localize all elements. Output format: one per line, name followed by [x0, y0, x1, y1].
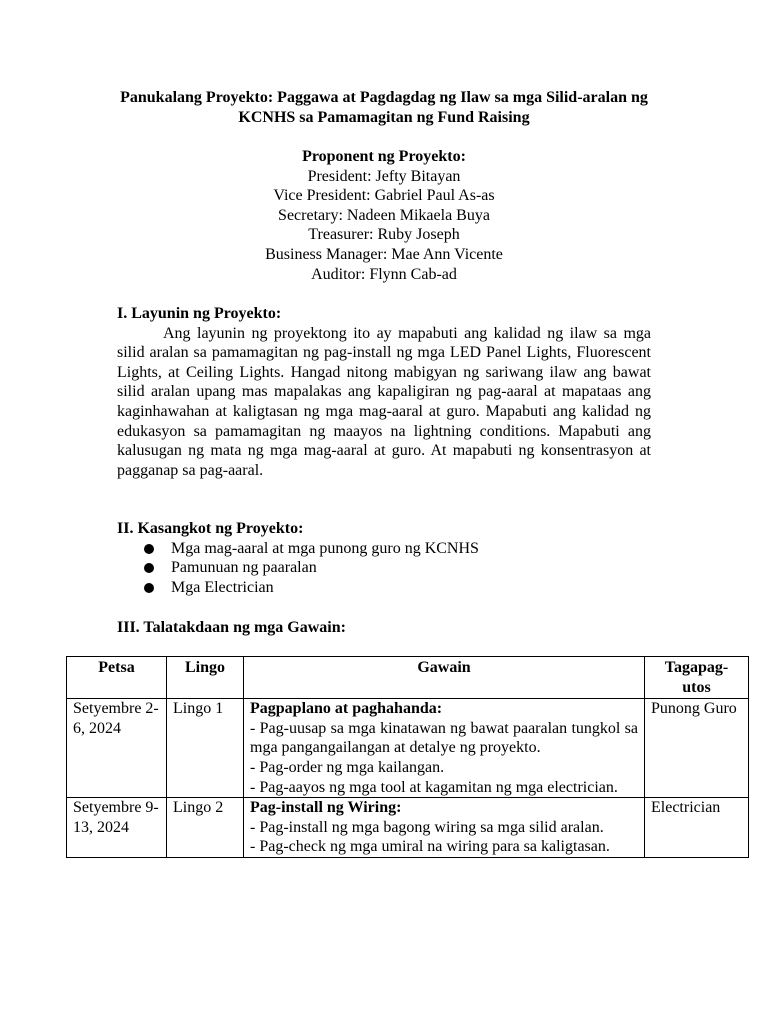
table-row: [67, 699, 749, 798]
column-header-lingo: Lingo: [167, 657, 244, 699]
list-item-text: Mga Electrician: [171, 578, 274, 596]
section-heading: II. Kasangkot ng Proyekto:: [117, 520, 304, 537]
proponent-member: Business Manager: Mae Ann Vicente: [265, 245, 503, 263]
gawain-line: - Pag-check ng mga umiral na wiring para sa kaligtasan.: [250, 838, 610, 856]
section-participants: [117, 519, 651, 597]
proponent-block: [110, 147, 658, 284]
gawain-line: - Pag-aayos ng mga tool at kagamitan ng mga electrician.: [250, 778, 618, 796]
cell-tagapag-utos: Electrician: [645, 798, 749, 858]
proponent-member: Treasurer: Ruby Joseph: [308, 226, 460, 244]
bullet-icon: [144, 583, 154, 593]
bullet-icon: [144, 563, 154, 573]
column-header-tagapag-utos: Tagapag-utos: [645, 657, 749, 699]
table-row: [67, 798, 749, 858]
cell-lingo: Lingo 1: [167, 699, 244, 798]
proponent-member: Auditor: Flynn Cab-ad: [311, 265, 457, 283]
cell-petsa: Setyembre 2-6, 2024: [67, 699, 167, 798]
section-heading: I. Layunin ng Proyekto:: [117, 305, 282, 322]
cell-petsa: Setyembre 9-13, 2024: [67, 798, 167, 858]
gawain-title: Pag-install ng Wiring:: [250, 799, 402, 817]
list-item: [117, 578, 651, 598]
gawain-title: Pagpaplano at paghahanda:: [250, 700, 443, 718]
proponent-member: President: Jefty Bitayan: [307, 167, 461, 185]
cell-gawain: [244, 798, 645, 858]
list-item-text: Pamunuan ng paaralan: [171, 559, 317, 577]
list-item: [117, 539, 651, 559]
list-item-text: Mga mag-aaral at mga punong guro ng KCNHS: [171, 539, 479, 557]
schedule-table: [66, 656, 749, 858]
cell-gawain: [244, 699, 645, 798]
proponent-member: Secretary: Nadeen Mikaela Buya: [278, 206, 490, 224]
column-header-gawain: Gawain: [244, 657, 645, 699]
document-title: Panukalang Proyekto: Paggawa at Pagdagdag ng Ilaw sa mga Silid-aralan ng KCNHS sa Pamamagitan ng Fund Raising: [120, 89, 648, 126]
proponent-heading: Proponent ng Proyekto:: [302, 148, 466, 165]
column-header-petsa: Petsa: [67, 657, 167, 699]
cell-tagapag-utos: Punong Guro: [645, 699, 749, 798]
section-objectives: [117, 304, 651, 480]
section-schedule: [117, 618, 651, 638]
gawain-line: - Pag-order ng mga kailangan.: [250, 758, 445, 776]
gawain-line: - Pag-uusap sa mga kinatawan ng bawat paaralan tungkol sa mga pangangailangan at detalye ng proyekto.: [250, 719, 638, 757]
cell-lingo: Lingo 2: [167, 798, 244, 858]
participants-list: [117, 539, 651, 598]
table-header-row: [67, 657, 749, 699]
section-heading: III. Talatakdaan ng mga Gawain:: [117, 619, 346, 636]
list-item: [117, 558, 651, 578]
objectives-paragraph: Ang layunin ng proyektong ito ay mapabuti ang kalidad ng ilaw sa mga silid aralan sa pamamagitan ng pag-install ng mga LED Panel Lights, Fluorescent Lights, at Ceiling Lights. Hangad nitong mabigyan ng sariwang ilaw ang bawat silid aralan upang mas mapalakas ang kapaligiran ng pag-aaral at mapataas ang kaginhawahan at kaligtasan ng mga mag-aaral at guro. Mapabuti ang kalidad ng edukasyon sa pamamagitan ng maayos na lightning conditions. Mapabuti ang kalusugan ng mata ng mga mag-aaral at guro. At mapabuti ng konsentrasyon at pagganap sa pag-aaral.: [117, 324, 651, 479]
bullet-icon: [144, 544, 154, 554]
gawain-line: - Pag-install ng mga bagong wiring sa mga silid aralan.: [250, 818, 604, 836]
proponent-member: Vice President: Gabriel Paul As-as: [273, 187, 495, 205]
